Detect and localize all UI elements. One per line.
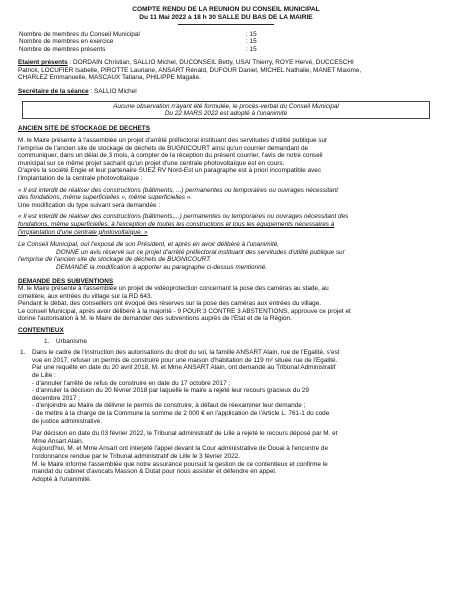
decision-line: DONNE un avis réservé sur ce projet d'arrêté préfectoral instituant des servitudes d'utilité publique sur (56, 248, 345, 256)
count-row (19, 31, 257, 38)
count-label: Nombre de membres du Conseil Municipal (19, 31, 140, 38)
list-number: 1. (44, 337, 50, 345)
title-divider (178, 24, 274, 25)
document-title-line1: COMPTE RENDU DE LA REUNION DU CONSEIL MUNICIPAL (132, 6, 320, 13)
paragraph-line: Par décision en date du 03 février 2022, le Tribunal administratif de Lille a rejeté le recours déposé par M. et (32, 430, 338, 438)
paragraph-line: donne l'autorisation à M. le Maire de demander des subventions auprès de l'Etat et de la Région. (18, 315, 292, 323)
paragraph-line: - d'annuler l'arrêté de refus de construire en date du 17 octobre 2017 ; (32, 379, 231, 387)
secretary-line (18, 88, 434, 96)
paragraph-line: Par une requête en date du 20 avril 2018, M. et Mme ANSART Alain, ont demandé au Tribunal Administratif (32, 364, 336, 372)
count-value: : 15 (246, 31, 257, 38)
paragraph-line: municipal sur ce même projet sachant qu'un projet d'une centrale photovoltaïque est en cours. (18, 159, 285, 167)
paragraph-line: cimetière, aux entrées du village sur la RD 643. (18, 292, 153, 300)
paragraph-line: Le conseil Municipal, après avoir délibéré à la majorité - 9 POUR 3 CONTRE 3 ABSTENTIONS, approuve ce projet et (18, 307, 351, 315)
quote-line: l'implantation d'une centrale photovoltaïque. » (18, 228, 148, 236)
paragraph-line: - de mettre à la charge de la Commune la somme de 2 000 € en l'application de l'Article L. 761-1 du code (32, 410, 330, 417)
section-heading: CONTENTIEUX (18, 327, 64, 335)
paragraph-line: l'emprise de l'ancien site de stockage de déchets de BUGNICOURT ainsi qu'un courrier demandant de (18, 144, 309, 152)
paragraph-line: D'après la société Engie et leur partenaire SUEZ RV Nord-Est un paragraphe est à priori incompatible avec (18, 167, 322, 175)
paragraph-line: de Lille : (32, 372, 56, 380)
approval-notice-line: Du 22 MARS 2022 est adopté à l'unanimité (164, 110, 288, 117)
quote-line: « Il est interdit de réaliser des constructions (bâtiments,...) permanentes ou temporaires ou ouvrages nécessitant des (18, 213, 349, 221)
member-counts-table (19, 31, 257, 53)
approval-notice-box (22, 101, 430, 120)
count-label: Nombre de membres en exercice (19, 38, 114, 46)
list-item (18, 338, 434, 346)
attendance-line: : DORDAIN Christian, SALLIO Michel, DUCONSEIL Betty, USAI Thierry, ROYE Hervé, DUCCESCHI (67, 59, 354, 67)
section-waste-site (18, 125, 434, 271)
paragraph-line: mandat du cabinet d'avocats Masson & Dutat pour nous assister et défendre en appel. (32, 468, 277, 476)
attendance-line: Patrick, LOCUFIER Isabelle, PIROTTE Lauriane, ANSART Rénald, DUFOUR Daniel, MICHEL Nathalie, MANET Maxime, (18, 66, 362, 74)
list-number: 1. (20, 349, 26, 357)
quote-line: fondations, même superficielles, à l'exception de toutes les constructions et tous les équipements nécessaires à (18, 220, 335, 228)
paragraph-line: Pendant le débat, des conseillers ont évoqué des réserves sur la pose des caméras aux entrées du village. (18, 300, 322, 308)
approval-notice-line: Aucune observation n'ayant été formulée, le procès-verbal du Conseil Municipal (113, 102, 339, 110)
count-value: : 15 (246, 38, 257, 46)
paragraph-line: M. le Maire informe l'assemblée que notre assurance poursuit la gestion de ce contentieux et confirme le (32, 460, 328, 468)
list-item-label: Urbanisme (56, 337, 87, 345)
count-row (19, 46, 257, 53)
section-subsidies (18, 278, 434, 324)
paragraph-line: de justice administrative. (32, 417, 102, 425)
paragraph-line: vue en 2017, refuser un permis de construire pour une maison d'habitation de 119 m² située rue de l'Egalité. (32, 356, 338, 364)
paragraph-line: Dans le cadre de l'instruction des autorisations du droit du sol, la famille ANSART Alain, rue de l'Egalité, s'est (32, 349, 340, 357)
quote-line: des fondations, même superficielles », même superficielles ». (18, 194, 193, 202)
attendance-label: Etaient présents (18, 59, 68, 67)
paragraph-line: M. le Maire présente à l'assemblée un projet de vidéoprotection concernant la pose des caméras au stade, au (18, 285, 329, 293)
paragraph-line: M. le Maire présente à l'assemblée un projet d'arrêté préfectoral instituant des servitudes d'utilité publique sur (18, 137, 328, 144)
section-heading: ANCIEN SITE DE STOCKAGE DE DECHETS (18, 125, 150, 133)
attendance-block (18, 59, 434, 82)
document-title-line2: Du 11 Mai 2022 à 18 h 30 SALLE DU BAS DE LA MAIRIE (139, 14, 313, 21)
attendance-line: CHARLEZ Emmanuelle, MASCAUX Tatiana, PHILIPPE Magalie. (18, 74, 201, 82)
paragraph-line: l'implantation de la centrale photovoltaïque : (18, 174, 143, 182)
decision-line: DEMANDE la modification à apporter au paragraphe ci-dessus mentionné. (56, 263, 268, 271)
count-row (19, 38, 257, 45)
secretary-value: : SALLIO Michel (88, 88, 137, 95)
litigation-body (18, 349, 434, 483)
paragraph-line: décembre 2017 ; (32, 394, 80, 402)
secretary-label: Secrétaire de la séance (18, 88, 89, 95)
paragraph-line: l'ordonnance rendue par le Tribunal administratif de Lille le 3 février 2022. (32, 452, 240, 460)
quote-line: Une modification du type suivant sera demandée : (18, 201, 161, 209)
paragraph-line: - d'annuler la décision du 20 février 2018 par laquelle le maire a rejeté leur recours gracieux du 29 (32, 387, 309, 395)
section-litigation (18, 327, 434, 483)
paragraph-line: Aujourd'hui, M. et Mme Ansart ont interjeté l'appel devant la Cour administrative de Douai à l'encontre de (32, 445, 329, 453)
paragraph-line: Adopté à l'unanimité. (32, 475, 92, 483)
decision-line: Le Conseil Municipal, ouï l'exposé de son Président, et après en avoir délibéré à l'unanimité, (18, 241, 280, 249)
paragraph-line: communiquer, dans un délai de 3 mois, à compter de la réception du présent courrier, l'avis de notre conseil (18, 152, 323, 160)
section-heading: DEMANDE DES SUBVENTIONS (18, 277, 114, 285)
paragraph-line: Mme Ansart Alain. (32, 437, 84, 445)
paragraph-line: - d'enjoindre au Maire de délivrer le permis de construire, à défaut de réexaminer leur demande ; (32, 402, 306, 410)
decision-line: l'emprise de l'ancien site de stockage de déchets de BUGNICOURT. (18, 256, 212, 264)
count-label: Nombre de membres présents (19, 45, 106, 53)
quote-line: « Il est interdit de réaliser des constructions (bâtiments, ...) permanentes ou temporaires ou ouvrages nécessitant (18, 186, 339, 194)
count-value: : 15 (246, 45, 257, 53)
